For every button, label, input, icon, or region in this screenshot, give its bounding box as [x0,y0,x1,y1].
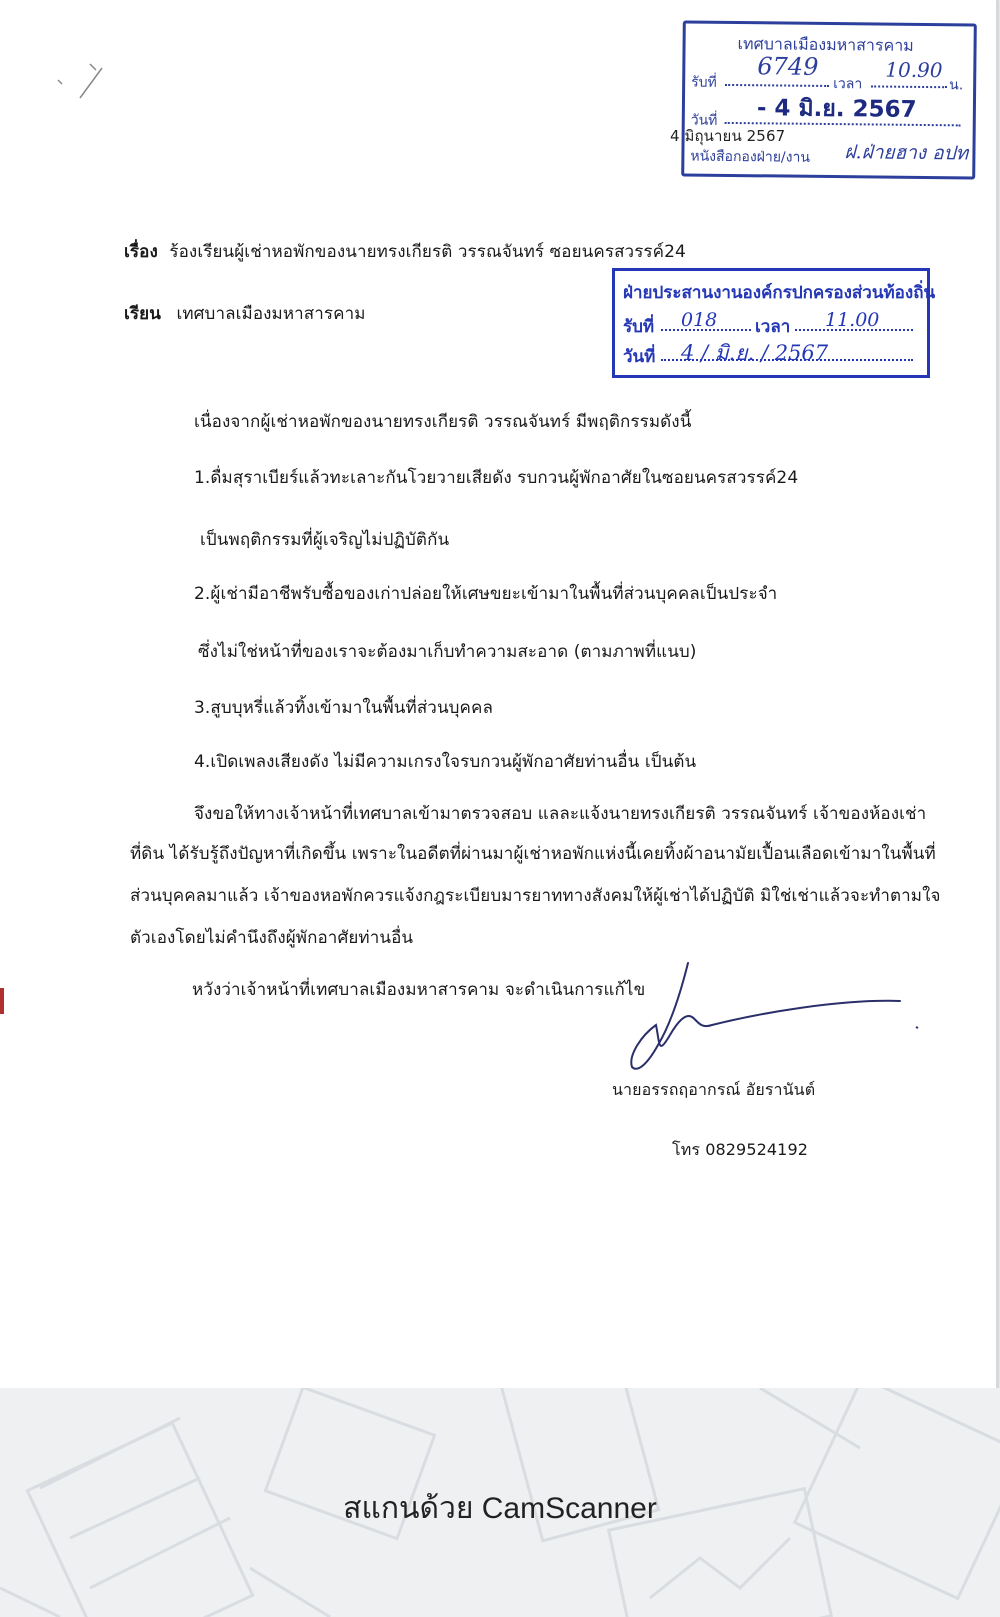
signer-name: นายอรรถฤอากรณ์ อัยรานันต์ [612,1080,816,1099]
receipt-stamp [681,20,977,179]
request-paragraph-line-4: ตัวเองโดยไม่คำนึงถึงผู้พักอาศัยท่านอื่น [130,928,414,948]
complaint-item-3: 3.สูบบุหรี่แล้วทิ้งเข้ามาในพื้นที่ส่วนบุคคล [194,698,494,718]
edge-mark [0,988,4,1014]
stamp-book-value: ฝ.ฝ่ายฮาง อปท [844,141,969,165]
camscanner-brand: สแกนด้วย CamScanner [343,1492,657,1525]
stamp-date-value: - 4 มิ.ย. 2567 [756,95,917,123]
subject-line [124,238,686,265]
complaint-item-2-cont: ซึ่งไม่ใช่หน้าที่ของเราจะต้องมาเก็บทำความสะอาด (ตามภาพที่แนบ) [198,642,697,662]
dept-stamp-received-no: 018 [681,309,718,331]
stamp-time-unit: น. [949,77,964,94]
closing-line: หวังว่าเจ้าหน้าที่เทศบาลเมืองมหาสารคาม จะดำเนินการแก้ไข [192,980,646,1000]
scanner-footer [0,1388,1000,1617]
subject-text: ร้องเรียนผู้เช่าหอพักของนายทรงเกียรติ วรรณจันทร์ ซอยนครสวรรค์24 [169,242,686,262]
recipient-label: เรียน [124,304,161,324]
dept-stamp-time-value: 11.00 [825,309,880,331]
stamp-date-label: วันที่ [690,112,718,129]
complaint-item-1-cont: เป็นพฤติกรรมที่ผู้เจริญไม่ปฏิบัติกัน [200,530,450,550]
handwritten-signature [620,955,920,1085]
request-paragraph-line-3: ส่วนบุคคลมาแล้ว เจ้าของหอพักควรแจ้งกฎระเบียบมารยาททางสังคมให้ผู้เช่าได้ปฏิบัติ มิใช่เช่าแล้วจะทำตามใจ [130,886,941,906]
dept-stamp-received-label: รับที่ [623,317,655,337]
dept-stamp-title: ฝ่ายประสานงานองค์กรปกครองส่วนท้องถิ่น [623,283,936,303]
stamp-received-no: 6749 [757,52,819,81]
complaint-item-1: 1.ดื่มสุราเบียร์แล้วทะเลาะกันโวยวายเสียดัง รบกวนผู้พักอาศัยในซอยนครสวรรค์24 [194,468,799,488]
dept-stamp-date-value: 4 / มิ.ย. / 2567 [681,341,829,365]
document-date: 4 มิถุนายน 2567 [670,127,786,145]
stamp-received-label: รับที่ [691,74,717,91]
subject-label: เรื่อง [124,242,158,262]
recipient-text: เทศบาลเมืองมหาสารคาม [176,304,366,324]
dept-stamp-time-label: เวลา [755,317,791,337]
body-intro: เนื่องจากผู้เช่าหอพักของนายทรงเกียรติ วรรณจันทร์ มีพฤติกรรมดังนี้ [194,412,692,432]
department-receipt-stamp [612,268,936,378]
request-paragraph-line-1: จึงขอให้ทางเจ้าหน้าที่เทศบาลเข้ามาตรวจสอบ แลละแจ้งนายทรงเกียรติ วรรณจันทร์ เจ้าของห้องเช่า [194,804,927,824]
stamp-book-label: หนังสือกองฝ่าย/งาน [690,148,811,166]
stamp-time-value: 10.90 [885,57,943,83]
complaint-item-4: 4.เปิดเพลงเสียงดัง ไม่มีความเกรงใจรบกวนผู้พักอาศัยท่านอื่น เป็นต้น [194,752,697,772]
pen-scribble-mark [50,58,110,108]
stamp-time-label: เวลา [833,76,863,93]
stamp-office: เทศบาลเมืองมหาสารคาม [737,34,914,55]
request-paragraph-line-2: ที่ดิน ได้รับรู้ถึงปัญหาที่เกิดขึ้น เพราะในอดีตที่ผ่านมาผู้เช่าหอพักแห่งนี้เคยทิ้งผ้าอนามัยเปื้อนเลือดเข้ามาในพื้นที่ [130,844,936,864]
complaint-item-2: 2.ผู้เช่ามีอาชีพรับซื้อของเก่าปล่อยให้เศษขยะเข้ามาในพื้นที่ส่วนบุคคลเป็นประจำ [194,584,778,604]
signer-phone: โทร 0829524192 [672,1140,809,1159]
dept-stamp-date-label: วันที่ [623,347,656,367]
recipient-line [124,300,366,327]
